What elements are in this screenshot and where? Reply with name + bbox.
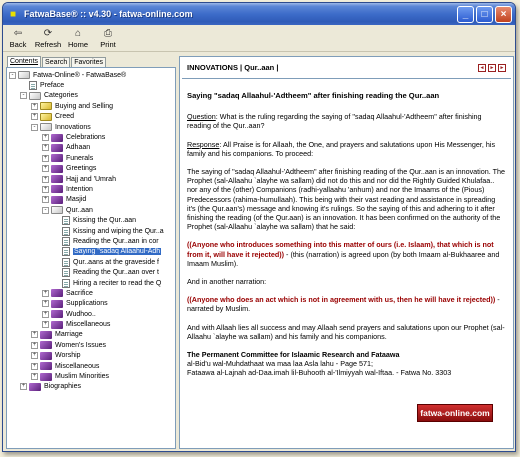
tree-item[interactable] [9, 153, 175, 163]
closed-book-icon [40, 331, 52, 339]
closed-book-icon [51, 134, 63, 142]
collapse-icon[interactable]: - [20, 92, 27, 99]
expand-icon[interactable]: + [43, 154, 48, 161]
document-page-icon [62, 216, 70, 225]
tree-item-label: Marriage [55, 331, 83, 339]
window-title: FatwaBase® :: v4.30 - fatwa-online.com [24, 9, 193, 19]
tree-item[interactable] [9, 195, 175, 205]
breadcrumb: INNOVATIONS | Qur..aan | [187, 63, 279, 72]
application-window [2, 2, 516, 452]
tree-item-label: Preface [40, 82, 65, 90]
tree-item[interactable] [9, 361, 175, 371]
tree-item-label: Hajj and 'Umrah [66, 175, 116, 183]
expand-icon[interactable]: + [43, 175, 48, 182]
tree-item[interactable] [9, 267, 175, 277]
next-topic-button[interactable]: ► [489, 64, 495, 71]
expand-icon[interactable]: + [43, 134, 48, 141]
folder-book-icon [40, 113, 52, 121]
expand-icon[interactable]: + [43, 196, 48, 203]
expand-icon[interactable]: + [43, 321, 48, 328]
expand-icon[interactable]: + [32, 113, 37, 120]
tree-item[interactable] [9, 143, 175, 153]
narration-intro: And in another narration: [187, 277, 267, 287]
tree-item-label: Funerals [66, 154, 94, 162]
tree-item-label: Creed [55, 113, 75, 121]
tree-item-label: Qur..aan [66, 206, 93, 214]
closed-book-icon [51, 289, 63, 297]
minimize-button[interactable]: _ [457, 6, 474, 23]
tree-item-label: Buying and Selling [55, 102, 113, 110]
hadith-source-2: - narrated by Muslim. [187, 295, 500, 314]
document-page-icon [29, 81, 37, 90]
print-label: Print [100, 40, 116, 49]
closed-book-icon [40, 341, 52, 349]
expand-icon[interactable]: + [43, 144, 48, 151]
tree-item[interactable] [9, 299, 175, 309]
tree-item-label: Categories [44, 92, 78, 100]
tree-item-label: Qur..aans at the graveside f [73, 258, 159, 266]
expand-icon[interactable]: + [43, 165, 48, 172]
tree-item[interactable] [9, 257, 175, 267]
tree-item-label: Fatwa-Online® - FatwaBase® [33, 71, 127, 79]
question-label: Question [187, 112, 216, 122]
tree-item[interactable] [9, 330, 175, 340]
hadith-quote-1: ((Anyone who introduces something into this matter of ours (i.e. Islaam), that which is not from it, will have it rejected)) [187, 240, 494, 259]
app-icon: ■ [9, 8, 17, 20]
document-pane [179, 56, 514, 449]
tree-item[interactable] [9, 340, 175, 350]
expand-icon[interactable]: + [43, 289, 48, 296]
tree-item-label: Miscellaneous [66, 321, 111, 329]
tree-item[interactable] [9, 278, 175, 288]
tree-item[interactable] [9, 91, 175, 101]
closed-book-icon [40, 362, 52, 370]
tree-item-label: Adhaan [66, 144, 91, 152]
reference-line-2: Fataawa al-Lajnah ad-Daa.imah lil-Buhooth al-'Ilmiyyah wal-Iftaa. - Fatwa No. 3303 [187, 368, 452, 378]
tree-item[interactable] [9, 371, 175, 381]
document-page-icon [62, 268, 70, 277]
fatwa-online-logo[interactable]: fatwa-online.com [417, 404, 493, 422]
document-page-icon [62, 279, 70, 288]
response-label: Response [187, 139, 220, 149]
expand-icon[interactable]: + [32, 352, 37, 359]
reference-line-1: al-Bid'u wal-Muhdathaat wa maa laa Asla lahu - Page 571; [187, 359, 373, 369]
print-button[interactable] [95, 28, 121, 49]
closed-book-icon [51, 154, 63, 162]
question-text: : What is the ruling regarding the saying of "sadaq Allaahul-'Adtheem" after finishing reading of the Qur..aan? [187, 112, 482, 131]
expand-icon[interactable]: + [32, 362, 37, 369]
tree-item-label: Sacrifice [66, 289, 93, 297]
tree-item-label: Reading the Qur..aan in cor [73, 237, 159, 245]
closed-book-icon [51, 310, 63, 318]
refresh-button[interactable] [35, 28, 61, 49]
response-text: : All Praise is for Allaah, the One, and prayers and salutations upon His Messenger, his family and his companions. To proceed: [187, 139, 496, 158]
tree-item[interactable] [9, 80, 175, 90]
open-book-icon [18, 71, 30, 79]
tree-item-label: Innovations [55, 123, 91, 131]
document-body [180, 79, 513, 378]
tree-item[interactable] [9, 382, 175, 392]
document-page-icon [62, 247, 70, 256]
tree-item[interactable] [9, 70, 175, 80]
document-page-icon [62, 258, 70, 267]
expand-icon[interactable]: + [32, 331, 37, 338]
refresh-icon: ⟳ [43, 28, 53, 39]
previous-topic-button[interactable]: ◄ [479, 64, 485, 71]
open-book-icon [51, 206, 63, 214]
tree-item[interactable] [9, 351, 175, 361]
closed-book-icon [51, 175, 63, 183]
expand-icon[interactable]: + [32, 102, 37, 109]
closed-book-icon [51, 300, 63, 308]
tree-item[interactable] [9, 205, 175, 215]
tree-item-label: Biographies [44, 383, 81, 391]
expand-icon[interactable]: + [32, 373, 37, 380]
ruling-paragraph: The saying of "sadaq Allaahul-'Adtheem" after finishing reading of the Qur..aan is an innovation. The Prophet (sal-Allaahu `alayhe wa sallam) did not do this and nor did the Rightly Guided Khulafaa.. nor any of the (other) Companions (radhi-yallaahu 'anhum) and nor the Imaams of the (Pious) Predecessors (rahima-humullaah). This being with their vast reading and assistance in spreading it's (the Qur.aan's) message and knowing it's rulings. So the saying of this and adhering to it after finishing the reading (of the Qur.aan) is an innovation. It has been confirmed on the authority of the Prophet (sal-Allaahu `alayhe wa sallam) that he said: [187, 167, 505, 232]
home-button[interactable] [65, 28, 91, 49]
expand-icon[interactable]: + [43, 185, 48, 192]
open-book-icon [40, 123, 52, 131]
tree-item[interactable] [9, 184, 175, 194]
document-page-icon [62, 227, 70, 236]
tree-item-label: Supplications [66, 300, 108, 308]
document-header [182, 57, 511, 79]
tree-item-label: Greetings [66, 165, 97, 173]
title-bar[interactable] [3, 3, 515, 25]
closed-book-icon [40, 352, 52, 360]
nav-tabs [6, 56, 176, 67]
tree-item[interactable] [9, 247, 175, 257]
tree-item[interactable] [9, 112, 175, 122]
navigation-pane [6, 56, 176, 449]
close-button[interactable]: × [495, 6, 512, 23]
tree-item-label: Saying "sadaq Allaahul-Adh [74, 248, 161, 256]
tree-item[interactable] [9, 122, 175, 132]
question-paragraph [187, 112, 505, 130]
tree-item-label: Women's Issues [55, 341, 107, 349]
closed-book-icon [40, 373, 52, 381]
tree-item-label: Hiring a reciter to read the Q [73, 279, 162, 287]
expand-icon[interactable]: + [32, 341, 37, 348]
closed-book-icon [51, 321, 63, 329]
tree-item[interactable] [9, 215, 175, 225]
closed-book-icon [51, 185, 63, 193]
expand-icon[interactable]: + [43, 300, 48, 307]
open-book-icon [29, 92, 41, 100]
collapse-icon[interactable]: - [9, 72, 16, 79]
back-label: Back [9, 40, 27, 49]
printer-icon: ⎙ [104, 28, 112, 39]
hadith-paragraph-2 [187, 295, 505, 313]
collapse-icon[interactable]: - [31, 124, 38, 131]
folder-book-icon [40, 102, 52, 110]
tab-search[interactable]: Search [42, 57, 70, 67]
forward-topic-button[interactable]: ► [499, 64, 505, 71]
tree-item-label: Worship [55, 352, 81, 360]
tree-item-label: Celebrations [66, 134, 106, 142]
tree-item-label: Kissing the Qur..aan [73, 217, 137, 225]
expand-icon[interactable]: + [21, 383, 26, 390]
back-button[interactable] [5, 28, 31, 49]
tree-item-label: Muslim Minorities [55, 373, 110, 381]
tree-item[interactable] [9, 288, 175, 298]
closed-book-icon [51, 144, 63, 152]
topic-heading: Saying "sadaq Allaahul-'Adtheem" after finishing reading the Qur..aan [187, 91, 440, 100]
home-label: Home [67, 40, 88, 49]
expand-icon[interactable]: + [43, 310, 48, 317]
closed-book-icon [29, 383, 41, 391]
tree-item-label: Masjid [66, 196, 87, 204]
tree-item[interactable] [9, 132, 175, 142]
tab-favorites[interactable]: Favorites [71, 57, 106, 67]
closing-paragraph: And with Allaah lies all success and may Allaah send prayers and salutations upon our Prophet (sal-Allaahu `alayhe wa sallam) and his family and his companions. [187, 322, 505, 341]
hadith-paragraph-1 [187, 240, 505, 268]
document-page-icon [62, 237, 70, 246]
tree-item[interactable] [9, 174, 175, 184]
tree-item[interactable] [9, 226, 175, 236]
signatory: The Permanent Committee for Islaamic Research and Fataawa [187, 350, 400, 360]
refresh-label: Refresh [34, 40, 62, 49]
response-paragraph [187, 140, 505, 158]
tree-item[interactable] [9, 236, 175, 246]
tree-item[interactable] [9, 101, 175, 111]
closed-book-icon [51, 165, 63, 173]
tree-item-label: Intention [66, 185, 93, 193]
tree-item-label: Wudhoo.. [66, 310, 96, 318]
maximize-button[interactable]: □ [476, 6, 493, 23]
tree-item[interactable] [9, 164, 175, 174]
toolbar [3, 25, 515, 52]
tree-item[interactable] [9, 309, 175, 319]
collapse-icon[interactable]: - [42, 207, 49, 214]
tree-item-label: Miscellaneous [55, 362, 100, 370]
tree-item-label: Reading the Qur..aan over t [73, 269, 159, 277]
closed-book-icon [51, 196, 63, 204]
contents-tree[interactable] [6, 67, 176, 449]
back-arrow-icon: ⇦ [13, 28, 23, 39]
tab-contents[interactable]: Contents [7, 56, 41, 67]
hadith-quote-2: ((Anyone who does an act which is not in agreement with us, then he will have it rejected)) [187, 295, 496, 305]
tree-item-label: Kissing and wiping the Qur..a [73, 227, 164, 235]
hadith-source-1: - (this (narration) is agreed upon (by both Imaam al-Bukhaaree and Imaam Muslim). [187, 249, 500, 268]
home-icon: ⌂ [74, 28, 82, 39]
tree-item[interactable] [9, 319, 175, 329]
